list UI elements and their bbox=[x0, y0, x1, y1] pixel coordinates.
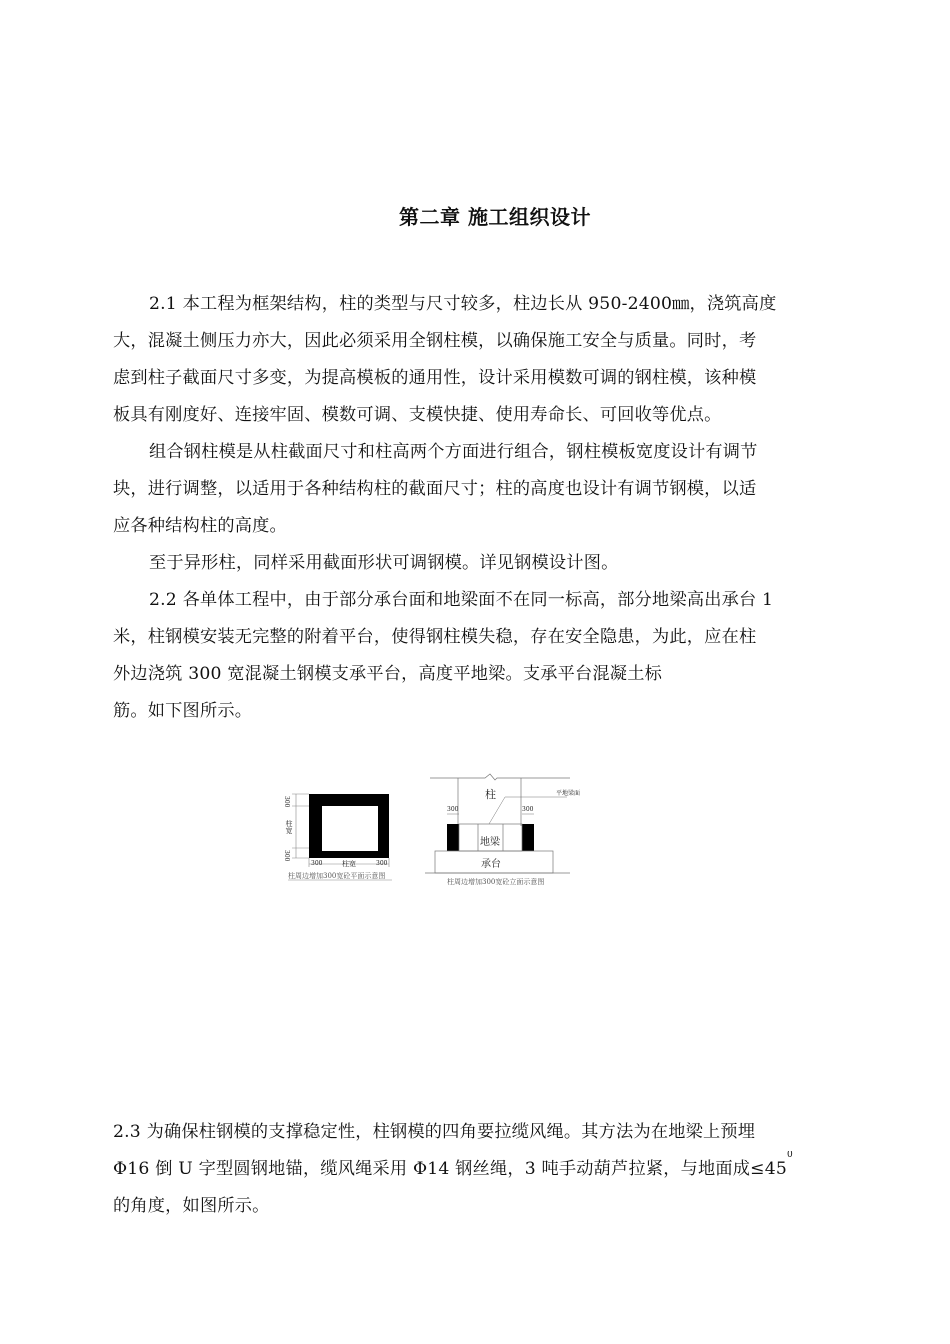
text-line: 板具有刚度好、连接牢固、模数可调、支模快捷、使用寿命长、可回收等优点。 bbox=[113, 405, 722, 425]
chapter-title: 第二章 施工组织设计 bbox=[399, 205, 591, 229]
degree-superscript: 0 bbox=[787, 1151, 793, 1160]
text-line: 虑到柱子截面尺寸多变，为提高模板的通用性，设计采用模数可调的钢柱模，该种模 bbox=[113, 368, 757, 388]
figure-caption: 柱周边增加300宽砼平面示意图 bbox=[288, 872, 386, 880]
text-line bbox=[113, 1151, 839, 1188]
column-width-label: 柱宽 bbox=[342, 860, 356, 868]
text-line: 块，进行调整，以适用于各种结构柱的截面尺寸；柱的高度也设计有调节钢模，以适 bbox=[113, 479, 757, 499]
text-line: 2.3 为确保柱钢模的支撑稳定性，柱钢模的四角要拉缆风绳。其方法为在地梁上预埋 bbox=[113, 1122, 756, 1142]
dim-label: 300 bbox=[283, 850, 290, 862]
dim-label: 300 bbox=[376, 860, 388, 867]
paragraph-special-columns bbox=[113, 545, 839, 582]
ground-beam-label: 地梁 bbox=[480, 837, 500, 848]
text-line: 的角度，如图所示。 bbox=[113, 1196, 270, 1216]
section-2-1 bbox=[113, 286, 839, 434]
text-line: 筋。如下图所示。 bbox=[113, 701, 253, 721]
paragraph-combination-formwork bbox=[113, 434, 839, 545]
column-height-label: 柱宽 bbox=[285, 820, 293, 834]
text-line: 2.1 本工程为框架结构，柱的类型与尺寸较多，柱边长从 950-2400㎜，浇筑高度 bbox=[149, 294, 777, 314]
dim-label: 300 bbox=[447, 806, 459, 813]
text-line-content: Φ16 倒 U 字型圆钢地锚，缆风绳采用 Φ14 钢丝绳，3 吨手动葫芦拉紧，与地面成≤45 bbox=[113, 1159, 788, 1179]
text-line: 大，混凝土侧压力亦大，因此必须采用全钢柱模，以确保施工安全与质量。同时，考 bbox=[113, 331, 757, 351]
text-line: 2.2 各单体工程中，由于部分承台面和地梁面不在同一标高，部分地梁高出承台 1 bbox=[149, 590, 774, 610]
dim-label: 300 bbox=[283, 796, 290, 808]
dim-label: 300 bbox=[311, 860, 323, 867]
figure-elevation-view bbox=[425, 772, 590, 890]
figure-plan-view bbox=[282, 786, 412, 890]
column-label: 柱 bbox=[485, 788, 496, 801]
text-line: 米，柱钢模安装无完整的附着平台，使得钢柱模失稳，存在安全隐患，为此，应在柱 bbox=[113, 627, 757, 647]
text-line: 应各种结构柱的高度。 bbox=[113, 516, 287, 536]
pile-cap-label: 承台 bbox=[481, 859, 501, 870]
text-line: 外边浇筑 300 宽混凝土钢模支承平台，高度平地梁。支承平台混凝土标 bbox=[113, 664, 662, 684]
dim-label: 300 bbox=[522, 806, 534, 813]
figure-caption: 柱周边增加300宽砼立面示意图 bbox=[447, 878, 545, 886]
section-2-3 bbox=[113, 1114, 839, 1225]
beam-level-label: 平地梁面 bbox=[556, 790, 581, 797]
text-line: 至于异形柱，同样采用截面形状可调钢模。详见钢模设计图。 bbox=[149, 553, 619, 573]
section-2-2 bbox=[113, 582, 839, 730]
text-line: 组合钢柱模是从柱截面尺寸和柱高两个方面进行组合，钢柱模板宽度设计有调节 bbox=[149, 442, 758, 462]
